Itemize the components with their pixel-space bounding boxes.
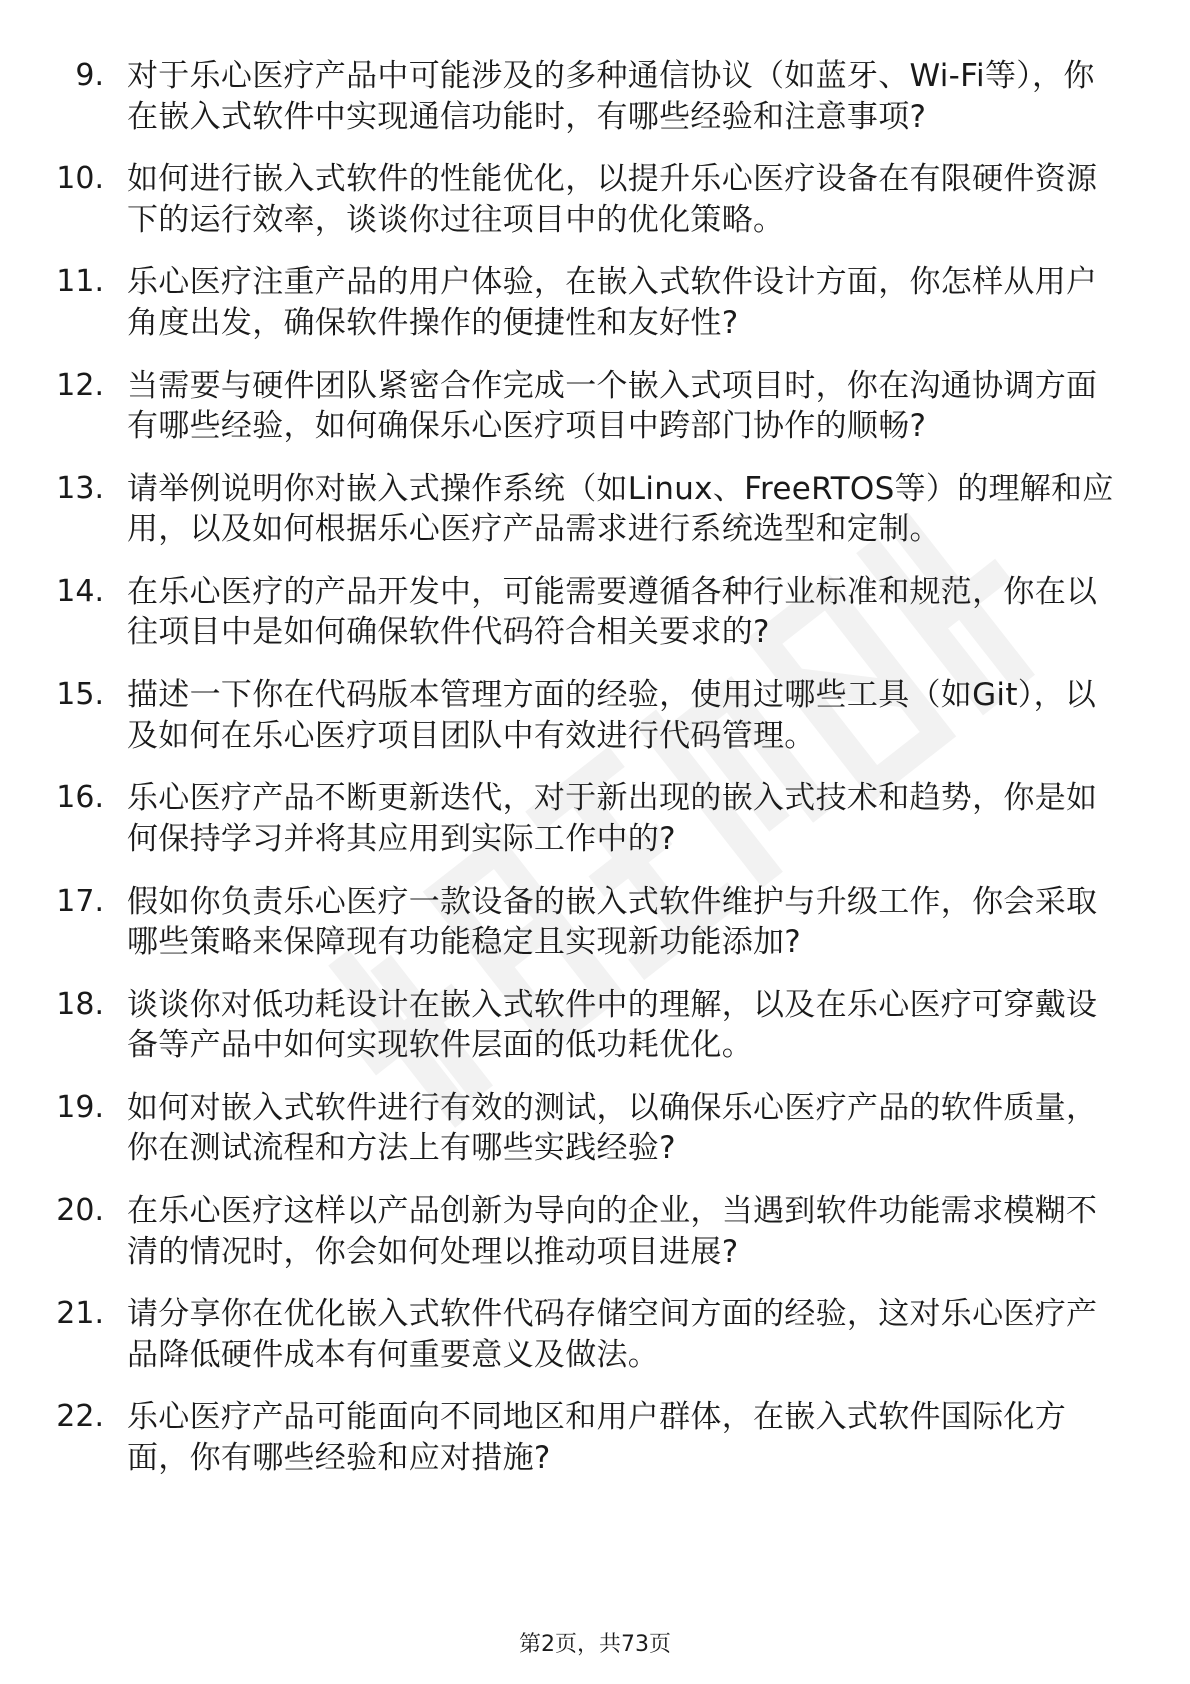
question-item bbox=[0, 469, 1190, 550]
question-item bbox=[0, 159, 1190, 240]
question-text: 如何进行嵌入式软件的性能优化，以提升乐心医疗设备在有限硬件资源下的运行效率，谈谈你过往项目中的优化策略。 bbox=[127, 161, 1098, 238]
question-text: 在乐心医疗这样以产品创新为导向的企业，当遇到软件功能需求模糊不清的情况时，你会如何处理以推动项目进展? bbox=[127, 1193, 1098, 1270]
question-number: 18. bbox=[56, 986, 104, 1022]
question-text: 乐心医疗产品可能面向不同地区和用户群体，在嵌入式软件国际化方面，你有哪些经验和应对措施? bbox=[127, 1399, 1066, 1476]
question-number: 13. bbox=[56, 470, 104, 506]
question-item bbox=[0, 1397, 1190, 1478]
question-number: 11. bbox=[56, 264, 104, 300]
question-text: 当需要与硬件团队紧密合作完成一个嵌入式项目时，你在沟通协调方面有哪些经验，如何确保乐心医疗项目中跨部门协作的顺畅? bbox=[127, 367, 1098, 445]
question-item bbox=[0, 1088, 1190, 1169]
question-number: 19. bbox=[56, 1089, 104, 1125]
question-number: 12. bbox=[56, 367, 104, 403]
question-text: 在乐心医疗的产品开发中，可能需要遵循各种行业标准和规范，你在以往项目中是如何确保软件代码符合相关要求的? bbox=[127, 573, 1098, 651]
question-list bbox=[0, 56, 1190, 1501]
question-text: 对于乐心医疗产品中可能涉及的多种通信协议（如蓝牙、Wi-Fi等），你在嵌入式软件中实现通信功能时，有哪些经验和注意事项? bbox=[127, 58, 1095, 135]
question-number: 17. bbox=[56, 883, 104, 919]
question-text: 假如你负责乐心医疗一款设备的嵌入式软件维护与升级工作，你会采取哪些策略来保障现有功能稳定且实现新功能添加? bbox=[127, 883, 1098, 960]
question-number: 15. bbox=[56, 677, 104, 713]
question-number: 20. bbox=[56, 1193, 104, 1229]
question-item bbox=[0, 985, 1190, 1066]
question-number: 10. bbox=[56, 161, 104, 197]
question-number: 16. bbox=[56, 780, 104, 816]
question-text: 请举例说明你对嵌入式操作系统（如Linux、FreeRTOS等）的理解和应用，以及如何根据乐心医疗产品需求进行系统选型和定制。 bbox=[127, 470, 1114, 548]
question-item bbox=[0, 572, 1190, 653]
question-item bbox=[0, 778, 1190, 859]
question-number: 9. bbox=[75, 58, 104, 93]
question-text: 描述一下你在代码版本管理方面的经验，使用过哪些工具（如Git），以及如何在乐心医疗项目团队中有效进行代码管理。 bbox=[127, 677, 1097, 754]
page-footer: 第2页，共73页 bbox=[519, 1632, 671, 1657]
question-item bbox=[0, 882, 1190, 963]
question-item bbox=[0, 675, 1190, 756]
question-item bbox=[0, 1294, 1190, 1375]
question-text: 乐心医疗产品不断更新迭代，对于新出现的嵌入式技术和趋势，你是如何保持学习并将其应用到实际工作中的? bbox=[127, 780, 1098, 857]
question-number: 21. bbox=[56, 1296, 104, 1332]
question-item bbox=[0, 262, 1190, 343]
question-item bbox=[0, 1191, 1190, 1272]
question-text: 如何对嵌入式软件进行有效的测试，以确保乐心医疗产品的软件质量，你在测试流程和方法上有哪些实践经验? bbox=[127, 1089, 1098, 1167]
question-number: 22. bbox=[56, 1399, 104, 1435]
question-item bbox=[0, 56, 1190, 137]
question-text: 谈谈你对低功耗设计在嵌入式软件中的理解，以及在乐心医疗可穿戴设备等产品中如何实现软件层面的低功耗优化。 bbox=[127, 986, 1098, 1064]
question-text: 乐心医疗注重产品的用户体验，在嵌入式软件设计方面，你怎样从用户角度出发，确保软件操作的便捷性和友好性? bbox=[127, 264, 1098, 341]
question-number: 14. bbox=[56, 573, 104, 609]
question-item bbox=[0, 366, 1190, 447]
question-text: 请分享你在优化嵌入式软件代码存储空间方面的经验，这对乐心医疗产品降低硬件成本有何重要意义及做法。 bbox=[127, 1296, 1098, 1373]
